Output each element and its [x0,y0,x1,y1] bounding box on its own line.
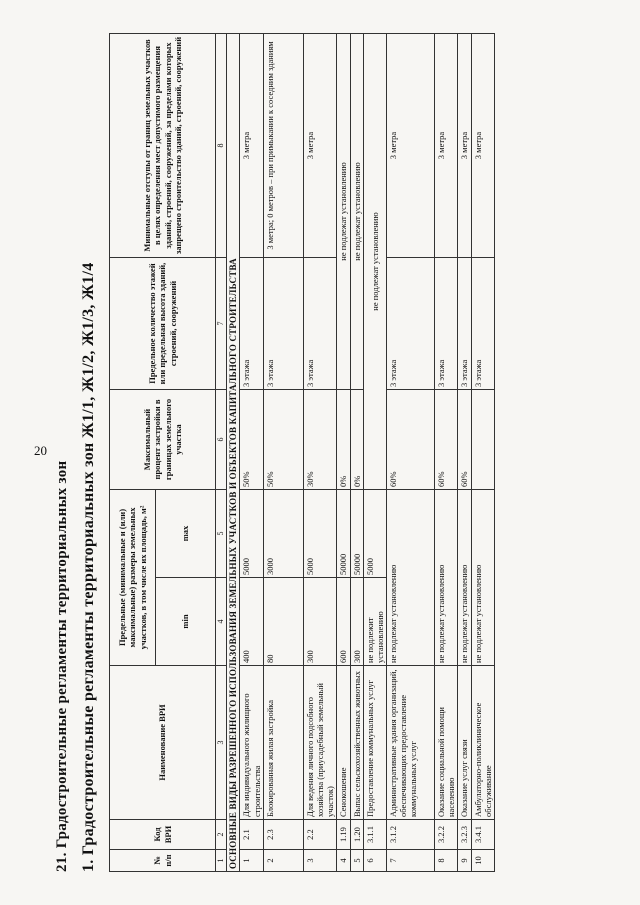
cell-code: 3.1.2 [387,820,435,850]
cell-setback: 3 метра [303,34,337,258]
cell-floors: 3 этажа [458,258,471,390]
cell-percent: 0% [350,390,363,490]
cell-setback: 3 метра [458,34,471,258]
cell-floors: 3 этажа [240,258,263,390]
page-number: 20 [34,443,47,458]
cell-name: Для индивидуального жилищного строительства [240,666,263,820]
cell-percent [471,390,494,490]
header-name: Наименование ВРИ [110,666,216,820]
cell-num: 9 [458,850,471,872]
cell-area-not-subject: не подлежат установлению [458,490,471,666]
cell-percent: 50% [263,390,303,490]
cell-code: 2.1 [240,820,263,850]
header-floors: Предельное количество этажей или предельная высота зданий, строений, сооружений [110,258,216,390]
cell-max: 50000 [350,490,363,578]
cell-name: Выпас сельскохозяйственных животных [350,666,363,820]
table-row [337,34,350,872]
cell-setback: 3 метра [240,34,263,258]
table-row [471,34,494,872]
cell-name: Административные здания организаций, обеспечивающих предоставление коммунальных услуг [387,666,435,820]
cell-min: 600 [337,578,350,666]
col-index: 3 [216,666,227,820]
cell-min: 300 [350,578,363,666]
table-row [363,34,386,872]
cell-code: 2.2 [303,820,337,850]
section-title: 21. Градостроительные регламенты территориальных зон [54,460,70,872]
cell-floors: 3 этажа [263,258,303,390]
cell-num: 10 [471,850,494,872]
header-area: Предельные (минимальные и (или) максимальные) размеры земельных участков, в том числе их площадь, м² [110,490,156,666]
col-index: 7 [216,258,227,390]
table-row [350,34,363,872]
column-index-row [216,34,227,872]
cell-area-not-subject: не подлежат установлению [387,490,435,666]
header-num: № п/п [110,850,216,872]
col-index: 5 [216,490,227,578]
cell-percent: 60% [435,390,458,490]
cell-area-not-subject: не подлежат установлению [435,490,458,666]
col-index: 1 [216,850,227,872]
cell-num: 7 [387,850,435,872]
table-row [387,34,435,872]
cell-name: Сенокошение [337,666,350,820]
col-index: 6 [216,390,227,490]
cell-setback: 3 метра [471,34,494,258]
cell-not-subject: не подлежат установлению [337,34,350,390]
cell-floors: 3 этажа [471,258,494,390]
header-min: min [156,578,216,666]
rotated-page-content [54,32,614,872]
cell-name: Предоставление коммунальных услуг [363,666,386,820]
regulations-table [109,33,495,872]
cell-num: 4 [337,850,350,872]
cell-floors: 3 этажа [435,258,458,390]
cell-max: 5000 [363,490,386,578]
cell-min: 80 [263,578,303,666]
cell-percent: 50% [240,390,263,490]
cell-floors: 3 этажа [303,258,337,390]
cell-min: не подлежит установлению [363,578,386,666]
cell-code: 3.4.1 [471,820,494,850]
cell-setback: 3 метра [387,34,435,258]
table-row [458,34,471,872]
table-row [240,34,263,872]
cell-percent: 0% [337,390,350,490]
cell-percent: 60% [387,390,435,490]
cell-code: 2.3 [263,820,303,850]
cell-name: Блокированная жилая застройка [263,666,303,820]
cell-code: 3.2.3 [458,820,471,850]
cell-setback: 3 метра; 0 метров – при примыкании к соседним зданиям [263,34,303,258]
cell-max: 5000 [303,490,337,578]
cell-num: 8 [435,850,458,872]
table-row [303,34,337,872]
cell-num: 6 [363,850,386,872]
col-index: 4 [216,578,227,666]
cell-not-subject: не подлежат установлению [350,34,363,390]
table-row [263,34,303,872]
cell-num: 1 [240,850,263,872]
subsection-title: 1. Градостроительные регламенты территориальных зон Ж1/1, Ж1/2, Ж1/3, Ж1/4 [80,262,97,872]
header-percent: Максимальный процент застройки в границах земельного участка [110,390,216,490]
cell-code: 3.1.1 [363,820,386,850]
col-index: 2 [216,820,227,850]
cell-code: 3.2.2 [435,820,458,850]
cell-name: Оказание услуг связи [458,666,471,820]
cell-max: 50000 [337,490,350,578]
cell-area-not-subject: не подлежат установлению [471,490,494,666]
cell-percent: 30% [303,390,337,490]
cell-not-subject: не подлежат установлению [363,34,386,490]
cell-min: 400 [240,578,263,666]
section-header: ОСНОВНЫЕ ВИДЫ РАЗРЕШЕННОГО ИСПОЛЬЗОВАНИЯ ЗЕМЕЛЬНЫХ УЧАСТКОВ И ОБЪЕКТОВ КАПИТАЛЬНОГО СТРОИТЕЛЬСТВА [226,34,240,872]
cell-num: 3 [303,850,337,872]
cell-max: 3000 [263,490,303,578]
cell-name: Оказание социальной помощи населению [435,666,458,820]
cell-max: 5000 [240,490,263,578]
cell-percent: 60% [458,390,471,490]
cell-setback: 3 метра [435,34,458,258]
cell-min: 300 [303,578,337,666]
header-max: max [156,490,216,578]
header-code: Код ВРИ [110,820,216,850]
col-index: 8 [216,34,227,258]
cell-code: 1.19 [337,820,350,850]
table-row [435,34,458,872]
cell-floors: 3 этажа [387,258,435,390]
cell-name: Амбулаторно-поликлиническое обслуживание [471,666,494,820]
cell-num: 5 [350,850,363,872]
cell-code: 1.20 [350,820,363,850]
cell-num: 2 [263,850,303,872]
cell-name: Для ведения личного подсобного хозяйства (приусадебный земельный участок) [303,666,337,820]
header-setback: Минимальные отступы от границ земельных участков в целях определения мест допустимого размещения зданий, строений, сооружений, за пределами которых запрещено строительство зданий, строений, сооружений [110,34,216,258]
